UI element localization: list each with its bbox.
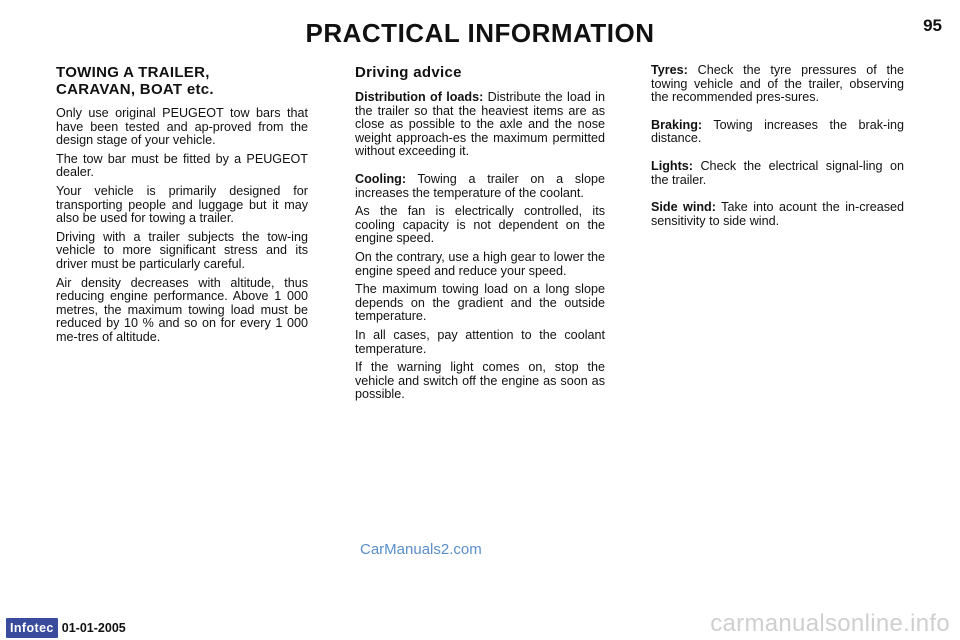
- paragraph: As the fan is electrically controlled, its cooling capacity is not dependent on the engine speed.: [355, 204, 605, 246]
- text-cooling: Towing a trailer on a slope increases the temperature of the coolant.: [355, 171, 605, 200]
- label-braking: Braking:: [651, 117, 703, 132]
- page-header: [0, 0, 960, 54]
- paragraph: In all cases, pay attention to the coolant temperature.: [355, 327, 605, 356]
- paragraph-lights: [651, 160, 904, 187]
- footer-date: 01-01-2005: [61, 621, 126, 635]
- column-checks: [651, 64, 904, 233]
- paragraph: Air density decreases with altitude, thus reducing engine performance. Above 1 000 metres, the maximum towing load must be reduced by 10 % and so on for every 1 000 me-tres of altitude.: [56, 275, 308, 344]
- text-distribution: Distribute the load in the trailer so that the heaviest items are as close as possible to the axle and the nose weight approach-es the maximum permitted without exceeding it.: [355, 90, 605, 159]
- paragraph: On the contrary, use a high gear to lower the engine speed and reduce your speed.: [355, 249, 605, 278]
- paragraph: The tow bar must be fitted by a PEUGEOT dealer.: [56, 151, 308, 180]
- paragraph-side-wind: [651, 201, 904, 228]
- section-title-driving-advice: Driving advice: [355, 64, 462, 81]
- label-tyres: Tyres:: [651, 63, 688, 77]
- page-title: PRACTICAL INFORMATION: [305, 18, 655, 48]
- paragraph: Only use original PEUGEOT tow bars that have been tested and ap-proved from the design stage of your vehicle.: [56, 106, 308, 148]
- paragraph-distribution: [355, 91, 605, 159]
- text-tyres: Check the tyre pressures of the towing vehicle and of the trailer, observing the recommended pres-sures.: [651, 63, 904, 105]
- label-side-wind: Side wind:: [651, 200, 716, 215]
- watermark-carmanualsonline: carmanualsonline.info: [710, 610, 950, 637]
- footer: [6, 617, 126, 639]
- infotec-logo: Infotec: [6, 618, 58, 638]
- paragraph: The maximum towing load on a long slope depends on the gradient and the outside temperature.: [355, 282, 605, 324]
- paragraph-tyres: [651, 64, 904, 105]
- paragraph: If the warning light comes on, stop the vehicle and switch off the engine as soon as possible.: [355, 360, 605, 402]
- paragraph: Driving with a trailer subjects the tow-ing vehicle to more significant stress and its driver must be particularly careful.: [56, 229, 308, 271]
- text-side-wind: Take into acount the in-creased sensitivity to side wind.: [651, 200, 905, 228]
- label-lights: Lights:: [651, 158, 693, 173]
- text-lights: Check the electrical signal-ling on the trailer.: [651, 158, 904, 187]
- column-driving-advice: [355, 64, 605, 407]
- page-number: 95: [923, 16, 942, 35]
- paragraph-cooling: [355, 173, 605, 200]
- paragraph-braking: [651, 119, 904, 146]
- section-title-towing: [56, 64, 308, 98]
- watermark-carmanuals2: CarManuals2.com: [360, 541, 482, 558]
- text-braking: Towing increases the brak-ing distance.: [651, 117, 904, 146]
- label-cooling: Cooling:: [355, 171, 407, 186]
- section-title-line2: CARAVAN, BOAT etc.: [56, 81, 214, 98]
- paragraph: Your vehicle is primarily designed for transporting people and luggage but it may also be used for towing a trailer.: [56, 183, 308, 226]
- label-distribution: Distribution of loads:: [355, 90, 484, 104]
- column-towing: [56, 64, 308, 350]
- section-title-line1: TOWING A TRAILER,: [56, 64, 210, 81]
